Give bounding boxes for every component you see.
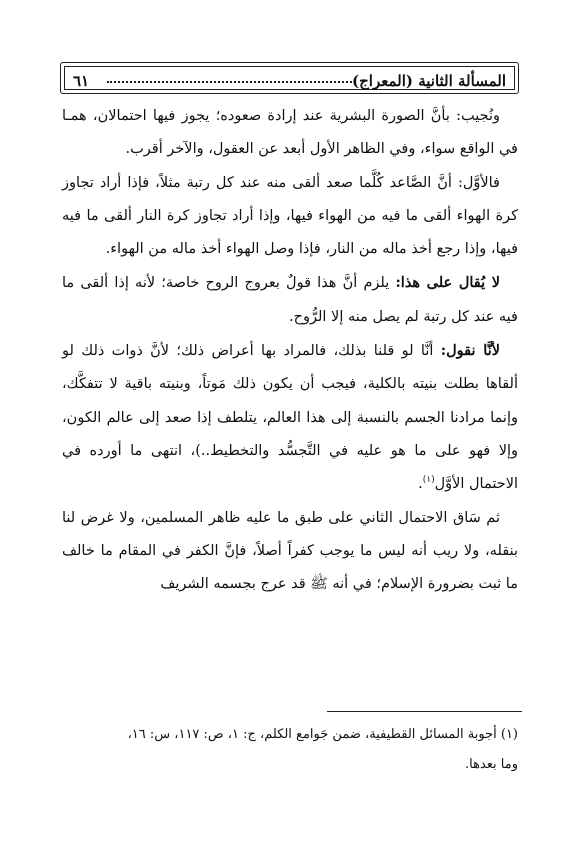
paragraph-3: [62, 266, 518, 334]
paragraph-tail: .: [418, 476, 423, 493]
paragraph-lead: لا يُقال على هذا:: [395, 274, 501, 292]
paragraph-text: ونُجيب: بأنَّ الصورة البشرية عند إرادة صعوده؛ يجوز فيها احتمالان، همـا في الواقع سواء، وفي الظاهر الأول أبعد عن العقول، والآخر أقرب.: [62, 108, 518, 158]
header-leader-dots: [107, 81, 352, 83]
paragraph-lead: لأنَّا نقول:: [440, 342, 501, 360]
running-header: [60, 62, 519, 94]
paragraph-5: [62, 502, 518, 602]
paragraph-text: ثم سَاق الاحتمال الثاني على طبق ما عليه ظاهر المسلمين، ولا غرض لنا بنقله، ولا ريب أنه ليس ما يوجب كفراً أصلاً، فإنَّ الكفر في المقام ما خالف ما ثبت بضرورة الإسلام؛ في أنه ﷺ قد عرج بجسمه الشريف: [62, 509, 518, 593]
footnote-divider: [327, 711, 522, 712]
page-number: ٦١: [73, 72, 90, 90]
paragraph-4: [62, 334, 518, 501]
header-frame: [64, 66, 515, 90]
footnote-marker: (١): [422, 475, 435, 486]
paragraph-text: يلزم أنَّ هذا قولٌ بعروج الروح خاصة؛ لأنه إذا ألقى ما فيه عند كل رتبة لم يصل منه إلا الرُّوح.: [62, 275, 518, 325]
header-title: المسألة الثانية (المعراج): [352, 72, 506, 90]
footnote: [62, 720, 518, 780]
main-text: [62, 100, 518, 601]
paragraph-text: فالأوَّل: أنَّ الصَّاعد كُلَّما صعد ألقى منه عند كل رتبة مثلاً، فإذا أراد تجاوز كرة الهواء ألقى ما فيه من الهواء فيها، وإذا أراد تجاوز كرة النار ألقى ما فيه فيها، وإذا رجع أخذ ماله من النار، فإذا وصل الهواء أخذ ماله من الهواء.: [62, 174, 518, 258]
paragraph-1: [62, 100, 518, 167]
footnote-line: (١) أجوبة المسائل القطيفية، ضمن جَوامع الكلم، ج: ١، ص: ١١٧، س: ١٦،: [127, 727, 518, 742]
footnote-line: وما بعدها.: [465, 757, 518, 772]
paragraph-2: [62, 167, 518, 267]
paragraph-text: أنَّا لو قلنا بذلك، فالمراد بها أعراض ذلك؛ لأنَّ ذوات ذلك لو ألقاها بطلت بنيته بالكلية، فيجب أن يكون ذلك مَوتاً، وبنيته باقية لا تتفكَّك، وإنما مرادنا الجسم بالنسبة إلى هذا العالم، يتلطف إذا صعد إلى عالم الكون، وإلا فهو على ما هو عليه في التَّجسُّد والتخطيط..)، انتهى ما أورده في الاحتمال الأوَّل: [62, 343, 518, 493]
